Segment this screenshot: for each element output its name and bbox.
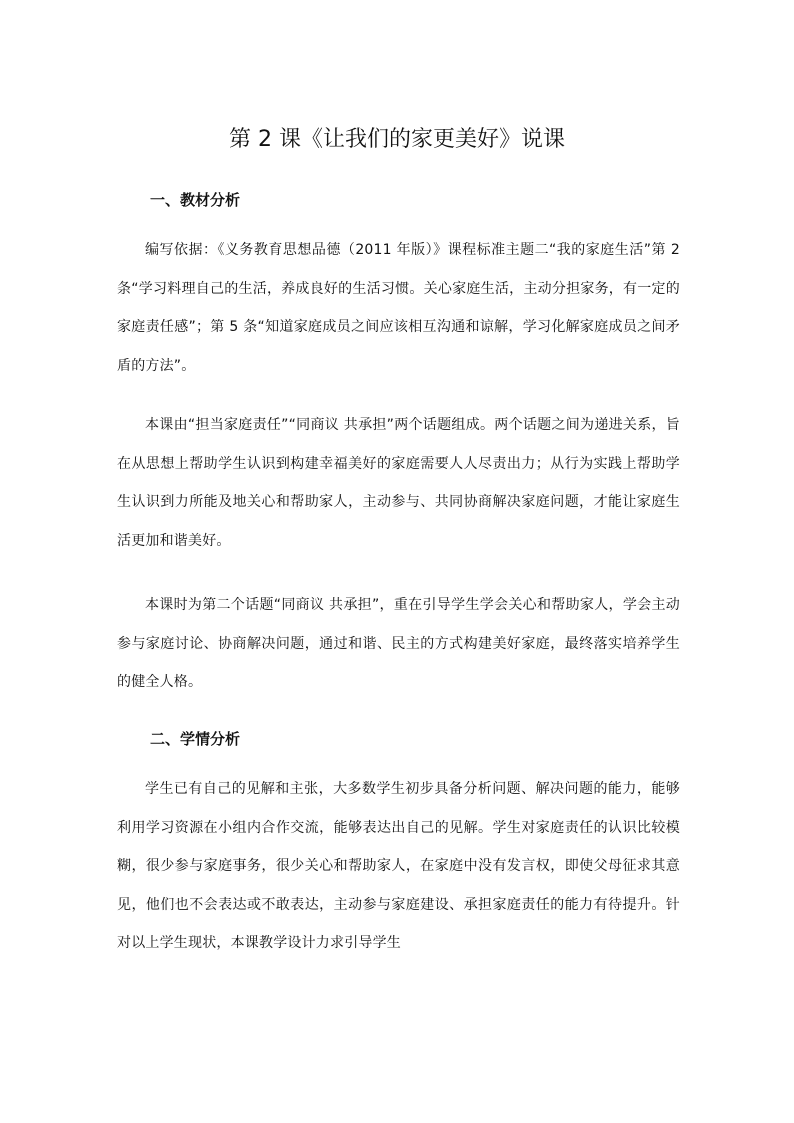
paragraph-lesson-structure: 本课由“担当家庭责任”“同商议 共承担”两个话题组成。两个话题之间为递进关系，旨在从思想上帮助学生认识到构建幸福美好的家庭需要人人尽责出力；从行为实践上帮助学生认识到力所能及地关心和帮助家人，主动参与、共同协商解决家庭问题，才能让家庭生活更加和谐美好。 bbox=[117, 417, 680, 549]
page-title: 第 2 课《让我们的家更美好》说课 bbox=[229, 127, 565, 152]
section-heading-textbook-analysis: 一、教材分析 bbox=[150, 191, 241, 209]
paragraph-lesson-focus: 本课时为第二个话题“同商议 共承担”，重在引导学生学会关心和帮助家人，学会主动参与家庭讨论、协商解决问题，通过和谐、民主的方式构建美好家庭，最终落实培养学生的健全人格。 bbox=[117, 597, 680, 690]
paragraph-basis: 编写依据：《义务教育思想品德（2011 年版）》课程标准主题二“我的家庭生活”第 2 条“学习料理自己的生活，养成良好的生活习惯。关心家庭生活，主动分担家务，有一定的家庭责任感”；第 5 条“知道家庭成员之间应该相互沟通和谅解，学习化解家庭成员之间矛盾的方法”。 bbox=[117, 242, 680, 374]
section-heading-student-analysis: 二、学情分析 bbox=[150, 730, 241, 748]
paragraph-student-situation: 学生已有自己的见解和主张，大多数学生初步具备分析问题、解决问题的能力，能够利用学习资源在小组内合作交流，能够表达出自己的见解。学生对家庭责任的认识比较模糊，很少参与家庭事务，很少关心和帮助家人，在家庭中没有发言权，即使父母征求其意见，他们也不会表达或不敢表达，主动参与家庭建设、承担家庭责任的能力有待提升。针对以上学生现状，本课教学设计力求引导学生 bbox=[117, 781, 680, 951]
